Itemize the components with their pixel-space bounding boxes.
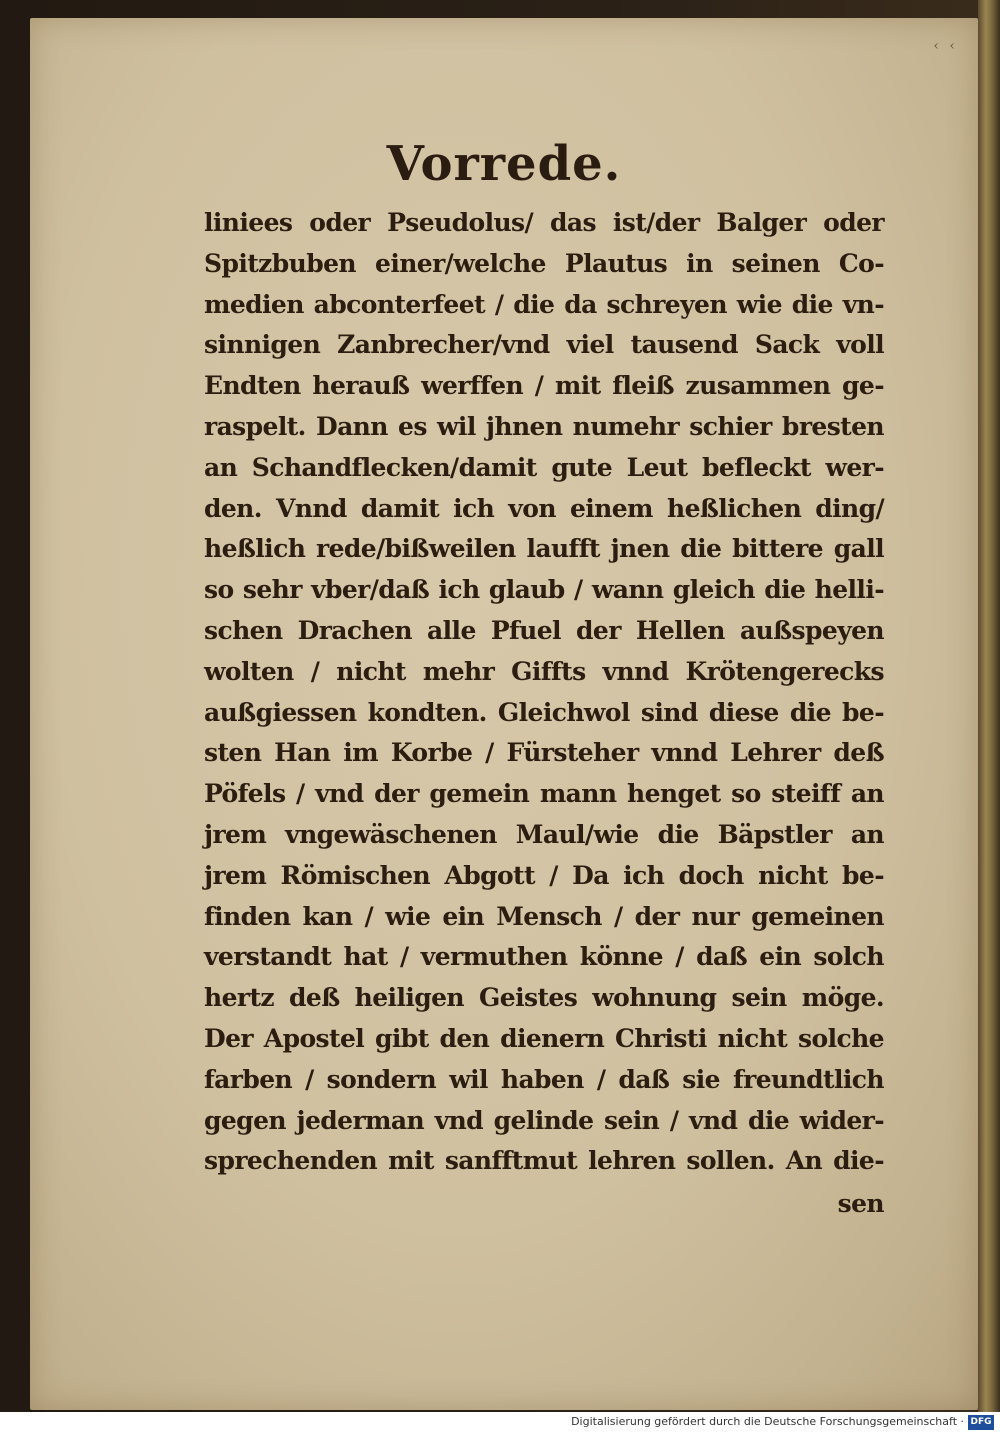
dfg-logo: DFG [968, 1415, 994, 1430]
catchword: sen [837, 1189, 884, 1219]
text-block [204, 203, 884, 1226]
text-line: jrem vngewäschenen Maul/wie die Bäpstler an [204, 819, 884, 849]
text-line: gegen jederman vnd gelinde sein / vnd die wider- [204, 1105, 884, 1135]
text-line: verstandt hat / vermuthen könne / daß ein solch [204, 942, 884, 972]
text-line: den. Vnnd damit ich von einem heßlichen ding/ [204, 493, 884, 523]
text-line: sprechenden mit sanfftmut lehren sollen. An die- [204, 1146, 884, 1176]
text-line: wolten / nicht mehr Giffts vnnd Krötengerecks [204, 656, 884, 686]
footer-credit: Digitalisierung gefördert durch die Deutsche Forschungsgemeinschaft · [571, 1415, 964, 1428]
text-line: medien abconterfeet / die da schreyen wie die vn- [204, 289, 884, 319]
text-line: liniees oder Pseudolus/ das ist/der Balger oder [204, 208, 884, 237]
text-line: schen Drachen alle Pfuel der Hellen außspeyen [204, 615, 884, 645]
text-line: jrem Römischen Abgott / Da ich doch nicht be- [204, 860, 884, 890]
book-edge [978, 0, 1000, 1412]
book-page [30, 18, 978, 1410]
text-line: farben / sondern wil haben / daß sie freundtlich [204, 1064, 884, 1094]
footer-bar [0, 1412, 1000, 1434]
text-line: Der Apostel gibt den dienern Christi nicht solche [204, 1023, 884, 1053]
text-line: so sehr vber/daß ich glaub / wann gleich die helli- [204, 575, 884, 605]
text-line: sten Han im Korbe / Fürsteher vnnd Lehrer deß [204, 738, 884, 768]
signature-mark: ‹ ‹ [933, 38, 958, 54]
text-line: Spitzbuben einer/welche Plautus in seinen Co- [204, 248, 884, 278]
text-line: hertz deß heiligen Geistes wohnung sein möge. [204, 983, 884, 1013]
text-line: heßlich rede/bißweilen laufft jnen die bittere gall [204, 534, 884, 564]
text-line: außgiessen kondten. Gleichwol sind diese die be- [204, 697, 884, 727]
text-line: an Schandflecken/damit gute Leut befleckt wer- [204, 452, 884, 482]
text-line: sinnigen Zanbrecher/vnd viel tausend Sack voll [204, 330, 884, 360]
text-line: Endten herauß werffen / mit fleiß zusammen ge- [204, 371, 884, 401]
text-line: Pöfels / vnd der gemein mann henget so steiff an [204, 779, 884, 809]
text-line: raspelt. Dann es wil jhnen numehr schier bresten [204, 411, 884, 441]
text-line: finden kan / wie ein Mensch / der nur gemeinen [204, 901, 884, 931]
running-head: Vorrede. [386, 136, 622, 192]
